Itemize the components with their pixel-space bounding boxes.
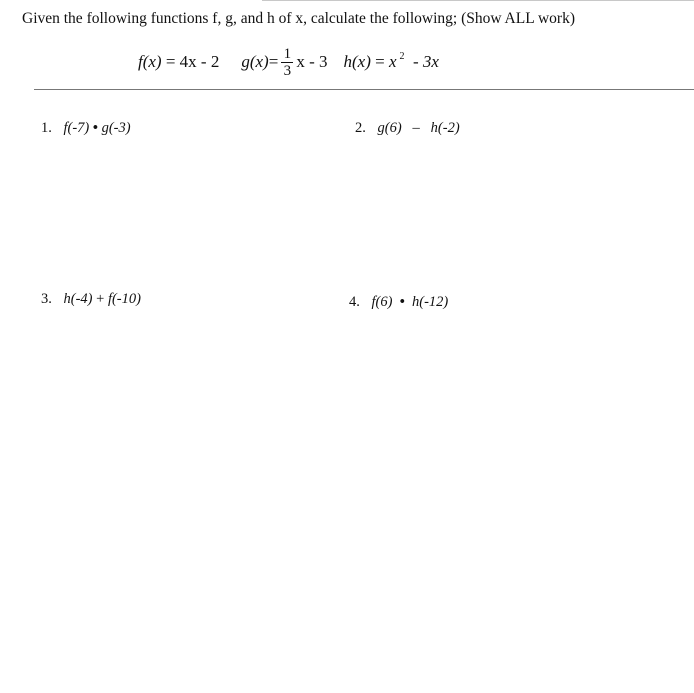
- problem-3: [41, 291, 141, 308]
- fraction-numerator: 1: [283, 45, 292, 62]
- function-g-equals: =: [268, 52, 279, 71]
- problem-2-right: h(-2): [430, 120, 460, 136]
- problem-4: [349, 294, 448, 311]
- function-definitions: [138, 38, 439, 86]
- divider-line: [34, 89, 694, 90]
- problem-1-left: f(-7): [63, 120, 90, 136]
- problem-3-left: h(-4): [63, 291, 93, 307]
- function-f-rhs: = 4x - 2: [165, 52, 220, 71]
- function-f: [138, 52, 219, 72]
- fraction-one-third: [281, 46, 293, 79]
- problem-4-left: f(6): [371, 294, 393, 310]
- function-g-rest: x - 3: [296, 52, 328, 71]
- problem-2: [355, 120, 460, 137]
- problem-2-operator: –: [412, 120, 420, 136]
- function-h-equals: =: [375, 52, 385, 71]
- problem-3-operator: +: [96, 291, 105, 307]
- function-f-name: f(x): [138, 52, 162, 71]
- function-h-name: h(x): [343, 52, 371, 71]
- instructions-text: Given the following functions f, g, and h of x, calculate the following; (Show ALL work): [22, 10, 576, 27]
- function-g: [241, 46, 327, 79]
- problem-4-operator: •: [399, 294, 405, 310]
- function-h-rest: - 3x: [413, 52, 439, 71]
- function-h-term: x: [388, 52, 397, 71]
- problem-2-left: g(6): [377, 120, 402, 136]
- function-h-exponent: 2: [399, 50, 405, 62]
- problem-1-number: 1.: [41, 120, 52, 136]
- problem-4-number: 4.: [349, 294, 360, 310]
- fraction-denominator: 3: [283, 62, 292, 79]
- function-g-name: g(x): [241, 52, 269, 71]
- problem-1-operator: •: [92, 120, 98, 136]
- problem-1: [41, 120, 131, 137]
- problem-1-right: g(-3): [101, 120, 131, 136]
- problem-3-number: 3.: [41, 291, 52, 307]
- problem-4-right: h(-12): [412, 294, 449, 310]
- top-rule: [262, 0, 694, 1]
- function-h: [343, 52, 438, 72]
- problem-2-number: 2.: [355, 120, 366, 136]
- problem-3-right: f(-10): [107, 291, 141, 307]
